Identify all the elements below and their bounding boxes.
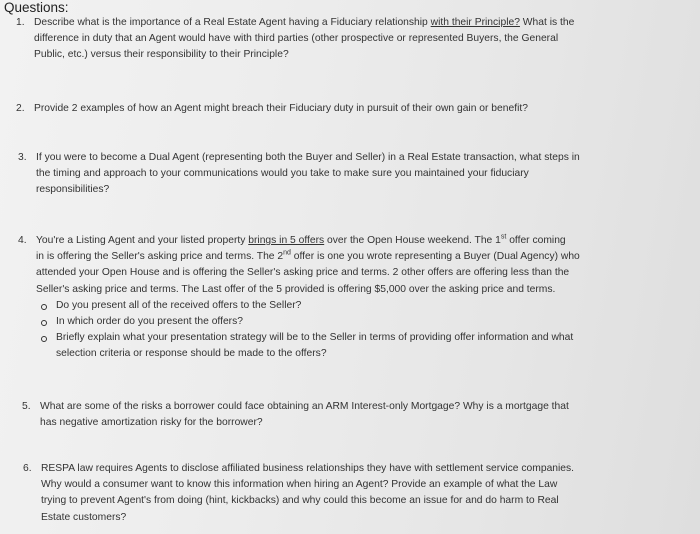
- question-number: 5.: [22, 401, 31, 412]
- question-text-line: in is offering the Seller's asking price and terms. The 2nd offer is one you wrote representing a Buyer (Dual Agency) who: [36, 249, 580, 263]
- question-number: 6.: [23, 463, 32, 474]
- question-text-line: Why would a consumer want to know this information when hiring an Agent? Provide an example of what the Law: [41, 479, 558, 491]
- sub-question: In which order do you present the offers?: [36, 314, 580, 330]
- question-text-line: Describe what is the importance of a Real Estate Agent having a Fiduciary relationship with their Principle? What is the: [34, 17, 575, 28]
- bullet-icon: [41, 320, 47, 326]
- sub-question: Do you present all of the received offers to the Seller?: [36, 298, 580, 314]
- question-1: [16, 15, 575, 64]
- sub-question: Briefly explain what your presentation strategy will be to the Seller in terms of providing offer information and what selection criteria or response should be made to the offers?: [36, 330, 580, 362]
- question-4: [18, 233, 580, 363]
- question-6: [23, 461, 575, 526]
- question-text-line: Seller's asking price and terms. The Last offer of the 5 provided is offering $5,000 over the asking price and terms.: [36, 283, 556, 295]
- question-number: 2.: [16, 103, 25, 114]
- question-number: 3.: [18, 152, 27, 163]
- question-text-line: responsibilities?: [36, 184, 110, 196]
- question-text-line: difference in duty that an Agent would have with third parties (other prospective or represented Buyers, the General: [34, 33, 559, 45]
- question-3: [18, 150, 580, 199]
- underlined-text: brings in 5 offers: [248, 235, 325, 246]
- underlined-text: with their Principle?: [430, 17, 520, 28]
- question-text-line: RESPA law requires Agents to disclose affiliated business relationships they have with settlement service companies.: [41, 463, 575, 474]
- question-text-line: the timing and approach to your communications would you take to make sure you maintained your fiduciary: [36, 168, 529, 180]
- bullet-icon: [41, 304, 47, 310]
- question-text-line: attended your Open House and is offering the Seller's asking price and terms. 2 other offers are offering less than the: [36, 267, 570, 279]
- bullet-icon: [41, 336, 47, 342]
- question-text-line: What are some of the risks a borrower could face obtaining an ARM Interest-only Mortgage? Why is a mortgage that: [40, 401, 569, 412]
- question-text-line: Estate customers?: [41, 511, 127, 523]
- question-5: [22, 399, 569, 431]
- page-title: Questions:: [4, 0, 69, 15]
- sub-question-list: [36, 298, 580, 363]
- question-text-line: has negative amortization risky for the borrower?: [40, 417, 263, 429]
- question-text-line: Public, etc.) versus their responsibility to their Principle?: [34, 49, 289, 61]
- question-number: 1.: [16, 17, 25, 28]
- question-text-line: If you were to become a Dual Agent (representing both the Buyer and Seller) in a Real Estate transaction, what steps in: [36, 152, 580, 163]
- question-text-line: Provide 2 examples of how an Agent might breach their Fiduciary duty in pursuit of their own gain or benefit?: [34, 103, 528, 114]
- question-text-line: You're a Listing Agent and your listed property brings in 5 offers over the Open House weekend. The 1st offer coming: [36, 233, 566, 246]
- question-text-line: trying to prevent Agent's from doing (hint, kickbacks) and why could this become an issue for and do harm to Real: [41, 495, 559, 507]
- question-number: 4.: [18, 235, 27, 246]
- question-2: [16, 101, 528, 117]
